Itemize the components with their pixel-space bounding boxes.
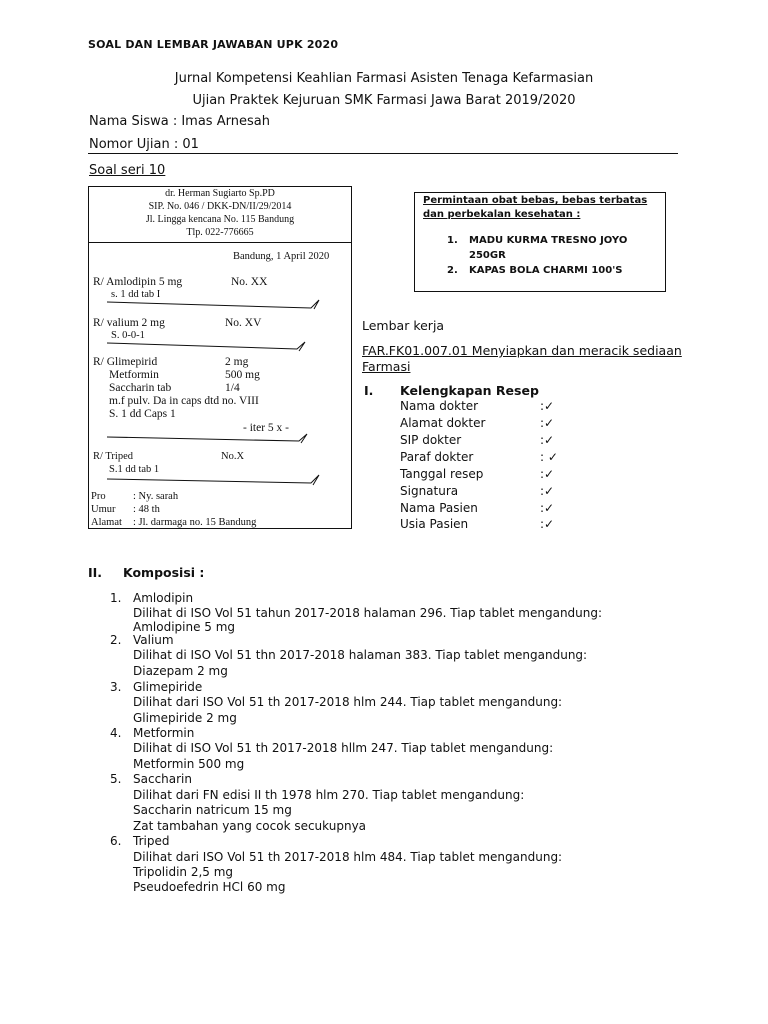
prescription-box	[88, 186, 352, 529]
exam-number: Nomor Ujian : 01	[89, 137, 199, 152]
question-series: Soal seri 10	[89, 163, 166, 178]
composition-drug-name: Glimepiride	[133, 680, 203, 694]
header-divider	[88, 153, 678, 154]
rx-item-2-drug: R/ valium 2 mg	[93, 317, 165, 329]
checklist-item-label: SIP dokter	[400, 433, 462, 447]
rx-item-3-dose-3: 1/4	[225, 382, 240, 394]
composition-content: Metformin 500 mg	[133, 757, 245, 771]
rx-item-2-signa: S. 0-0-1	[111, 330, 145, 341]
rx-patient-pro-label: Pro	[91, 491, 106, 502]
rx-item-1-signa: s. 1 dd tab I	[111, 289, 161, 300]
document-header-label: SOAL DAN LEMBAR JAWABAN UPK 2020	[88, 38, 339, 51]
rx-patient-address: : Jl. darmaga no. 15 Bandung	[133, 517, 257, 528]
checklist-item-mark: :✓	[540, 399, 555, 413]
checklist-item-label: Nama dokter	[400, 399, 479, 413]
rx-item-4-signa: S.1 dd tab 1	[109, 464, 160, 475]
checklist-item-label: Alamat dokter	[400, 416, 486, 430]
checklist-item-label: Nama Pasien	[400, 501, 478, 515]
rx-item-3-drug-2: Metformin	[109, 369, 159, 381]
rx-header-divider	[89, 242, 351, 243]
student-name: Nama Siswa : Imas Arnesah	[89, 114, 270, 129]
composition-content: Amlodipine 5 mg	[133, 620, 236, 634]
otc-request-title-2: dan perbekalan kesehatan :	[423, 209, 581, 220]
composition-source: Dilihat dari ISO Vol 51 th 2017-2018 hlm 244. Tiap tablet mengandung:	[133, 695, 563, 709]
rx-item-3-drug-3: Saccharin tab	[109, 382, 172, 394]
rx-item-3-signa: S. 1 dd Caps 1	[109, 408, 176, 420]
composition-source: Dilihat di ISO Vol 51 th 2017-2018 hllm 247. Tiap tablet mengandung:	[133, 741, 554, 755]
composition-drug-name: Metformin	[133, 726, 195, 740]
rx-item-3-iteration: - iter 5 x -	[243, 422, 289, 434]
composition-source: Dilihat dari FN edisi II th 1978 hlm 270. Tiap tablet mengandung:	[133, 788, 525, 802]
rx-item-1-paraf-mark	[89, 295, 351, 311]
composition-drug-name: Triped	[133, 834, 170, 848]
competency-code: FAR.FK01.007.01 Menyiapkan dan meracik sediaan	[362, 343, 682, 358]
checklist-item-mark: :✓	[540, 433, 555, 447]
rx-item-3-paraf-mark	[89, 432, 351, 448]
composition-drug-name: Amlodipin	[133, 591, 194, 605]
rx-item-1-quantity: No. XX	[231, 276, 268, 288]
rx-item-2-paraf-mark	[89, 339, 351, 355]
rx-item-4-quantity: No.X	[221, 451, 245, 462]
checklist-item-mark: :✓	[540, 517, 555, 531]
otc-item-2-name: KAPAS BOLA CHARMI 100'S	[469, 265, 623, 276]
competency-code-cont: Farmasi	[362, 359, 411, 374]
checklist-item-mark: : ✓	[540, 450, 558, 464]
rx-date: Bandung, 1 April 2020	[233, 251, 330, 262]
rx-sip: SIP. No. 046 / DKK-DN/II/29/2014	[148, 201, 292, 212]
rx-patient-address-label: Alamat	[91, 517, 122, 528]
rx-patient-name: : Ny. sarah	[133, 491, 179, 502]
rx-item-3-compounding: m.f pulv. Da in caps dtd no. VIII	[109, 395, 259, 407]
rx-phone: Tlp. 022-776665	[186, 227, 254, 238]
checklist-item-mark: :✓	[540, 416, 555, 430]
composition-number: 5.	[110, 772, 122, 786]
rx-patient-age-label: Umur	[91, 504, 116, 515]
exam-title: Ujian Praktek Kejuruan SMK Farmasi Jawa Barat 2019/2020	[192, 93, 576, 108]
checklist-item-mark: :✓	[540, 467, 555, 481]
section-1-title: Kelengkapan Resep	[400, 383, 539, 398]
otc-item-1-name: MADU KURMA TRESNO JOYO	[469, 235, 628, 246]
rx-item-3-dose-2: 500 mg	[225, 369, 260, 381]
rx-item-3-drug-1: R/ Glimepirid	[93, 356, 158, 368]
composition-number: 6.	[110, 834, 122, 848]
composition-content: Tripolidin 2,5 mg	[133, 865, 234, 879]
composition-number: 3.	[110, 680, 122, 694]
checklist-item-label: Signatura	[400, 484, 459, 498]
composition-drug-name: Saccharin	[133, 772, 192, 786]
section-1-number: I.	[364, 383, 374, 398]
composition-content: Glimepiride 2 mg	[133, 711, 237, 725]
otc-request-box	[414, 192, 666, 292]
composition-number: 4.	[110, 726, 122, 740]
composition-source: Dilihat dari ISO Vol 51 th 2017-2018 hlm 484. Tiap tablet mengandung:	[133, 850, 563, 864]
composition-content: Saccharin natricum 15 mg	[133, 803, 292, 817]
rx-address: Jl. Lingga kencana No. 115 Bandung	[145, 214, 295, 225]
checklist-item-mark: :✓	[540, 501, 555, 515]
rx-item-1-drug: R/ Amlodipin 5 mg	[93, 276, 183, 288]
composition-source: Dilihat di ISO Vol 51 tahun 2017-2018 halaman 296. Tiap tablet mengandung:	[133, 606, 603, 620]
otc-item-1-number: 1.	[447, 235, 458, 246]
otc-item-2-number: 2.	[447, 265, 458, 276]
otc-item-1-size: 250GR	[469, 250, 506, 261]
rx-item-2-quantity: No. XV	[225, 317, 262, 329]
composition-source: Dilihat di ISO Vol 51 thn 2017-2018 halaman 383. Tiap tablet mengandung:	[133, 648, 588, 662]
otc-request-title-1: Permintaan obat bebas, bebas terbatas	[423, 195, 648, 206]
rx-item-4-drug: R/ Triped	[93, 451, 133, 462]
composition-number: 2.	[110, 633, 122, 647]
checklist-item-label: Tanggal resep	[400, 467, 484, 481]
composition-drug-name: Valium	[133, 633, 174, 647]
section-2-number: II.	[88, 565, 103, 580]
checklist-item-label: Usia Pasien	[400, 517, 469, 531]
journal-title: Jurnal Kompetensi Keahlian Farmasi Asisten Tenaga Kefarmasian	[174, 71, 594, 86]
rx-item-3-dose-1: 2 mg	[225, 356, 249, 368]
checklist-item-label: Paraf dokter	[400, 450, 474, 464]
section-2-title: Komposisi :	[123, 565, 205, 580]
composition-content: Diazepam 2 mg	[133, 664, 228, 678]
composition-content: Zat tambahan yang cocok secukupnya	[133, 819, 367, 833]
rx-patient-age: : 48 th	[133, 504, 160, 515]
composition-number: 1.	[110, 591, 122, 605]
rx-doctor-name: dr. Herman Sugiarto Sp.PD	[165, 188, 275, 199]
composition-content: Pseudoefedrin HCl 60 mg	[133, 880, 286, 894]
rx-item-4-paraf-mark	[89, 472, 351, 488]
worksheet-label: Lembar kerja	[362, 318, 445, 333]
checklist-item-mark: :✓	[540, 484, 555, 498]
